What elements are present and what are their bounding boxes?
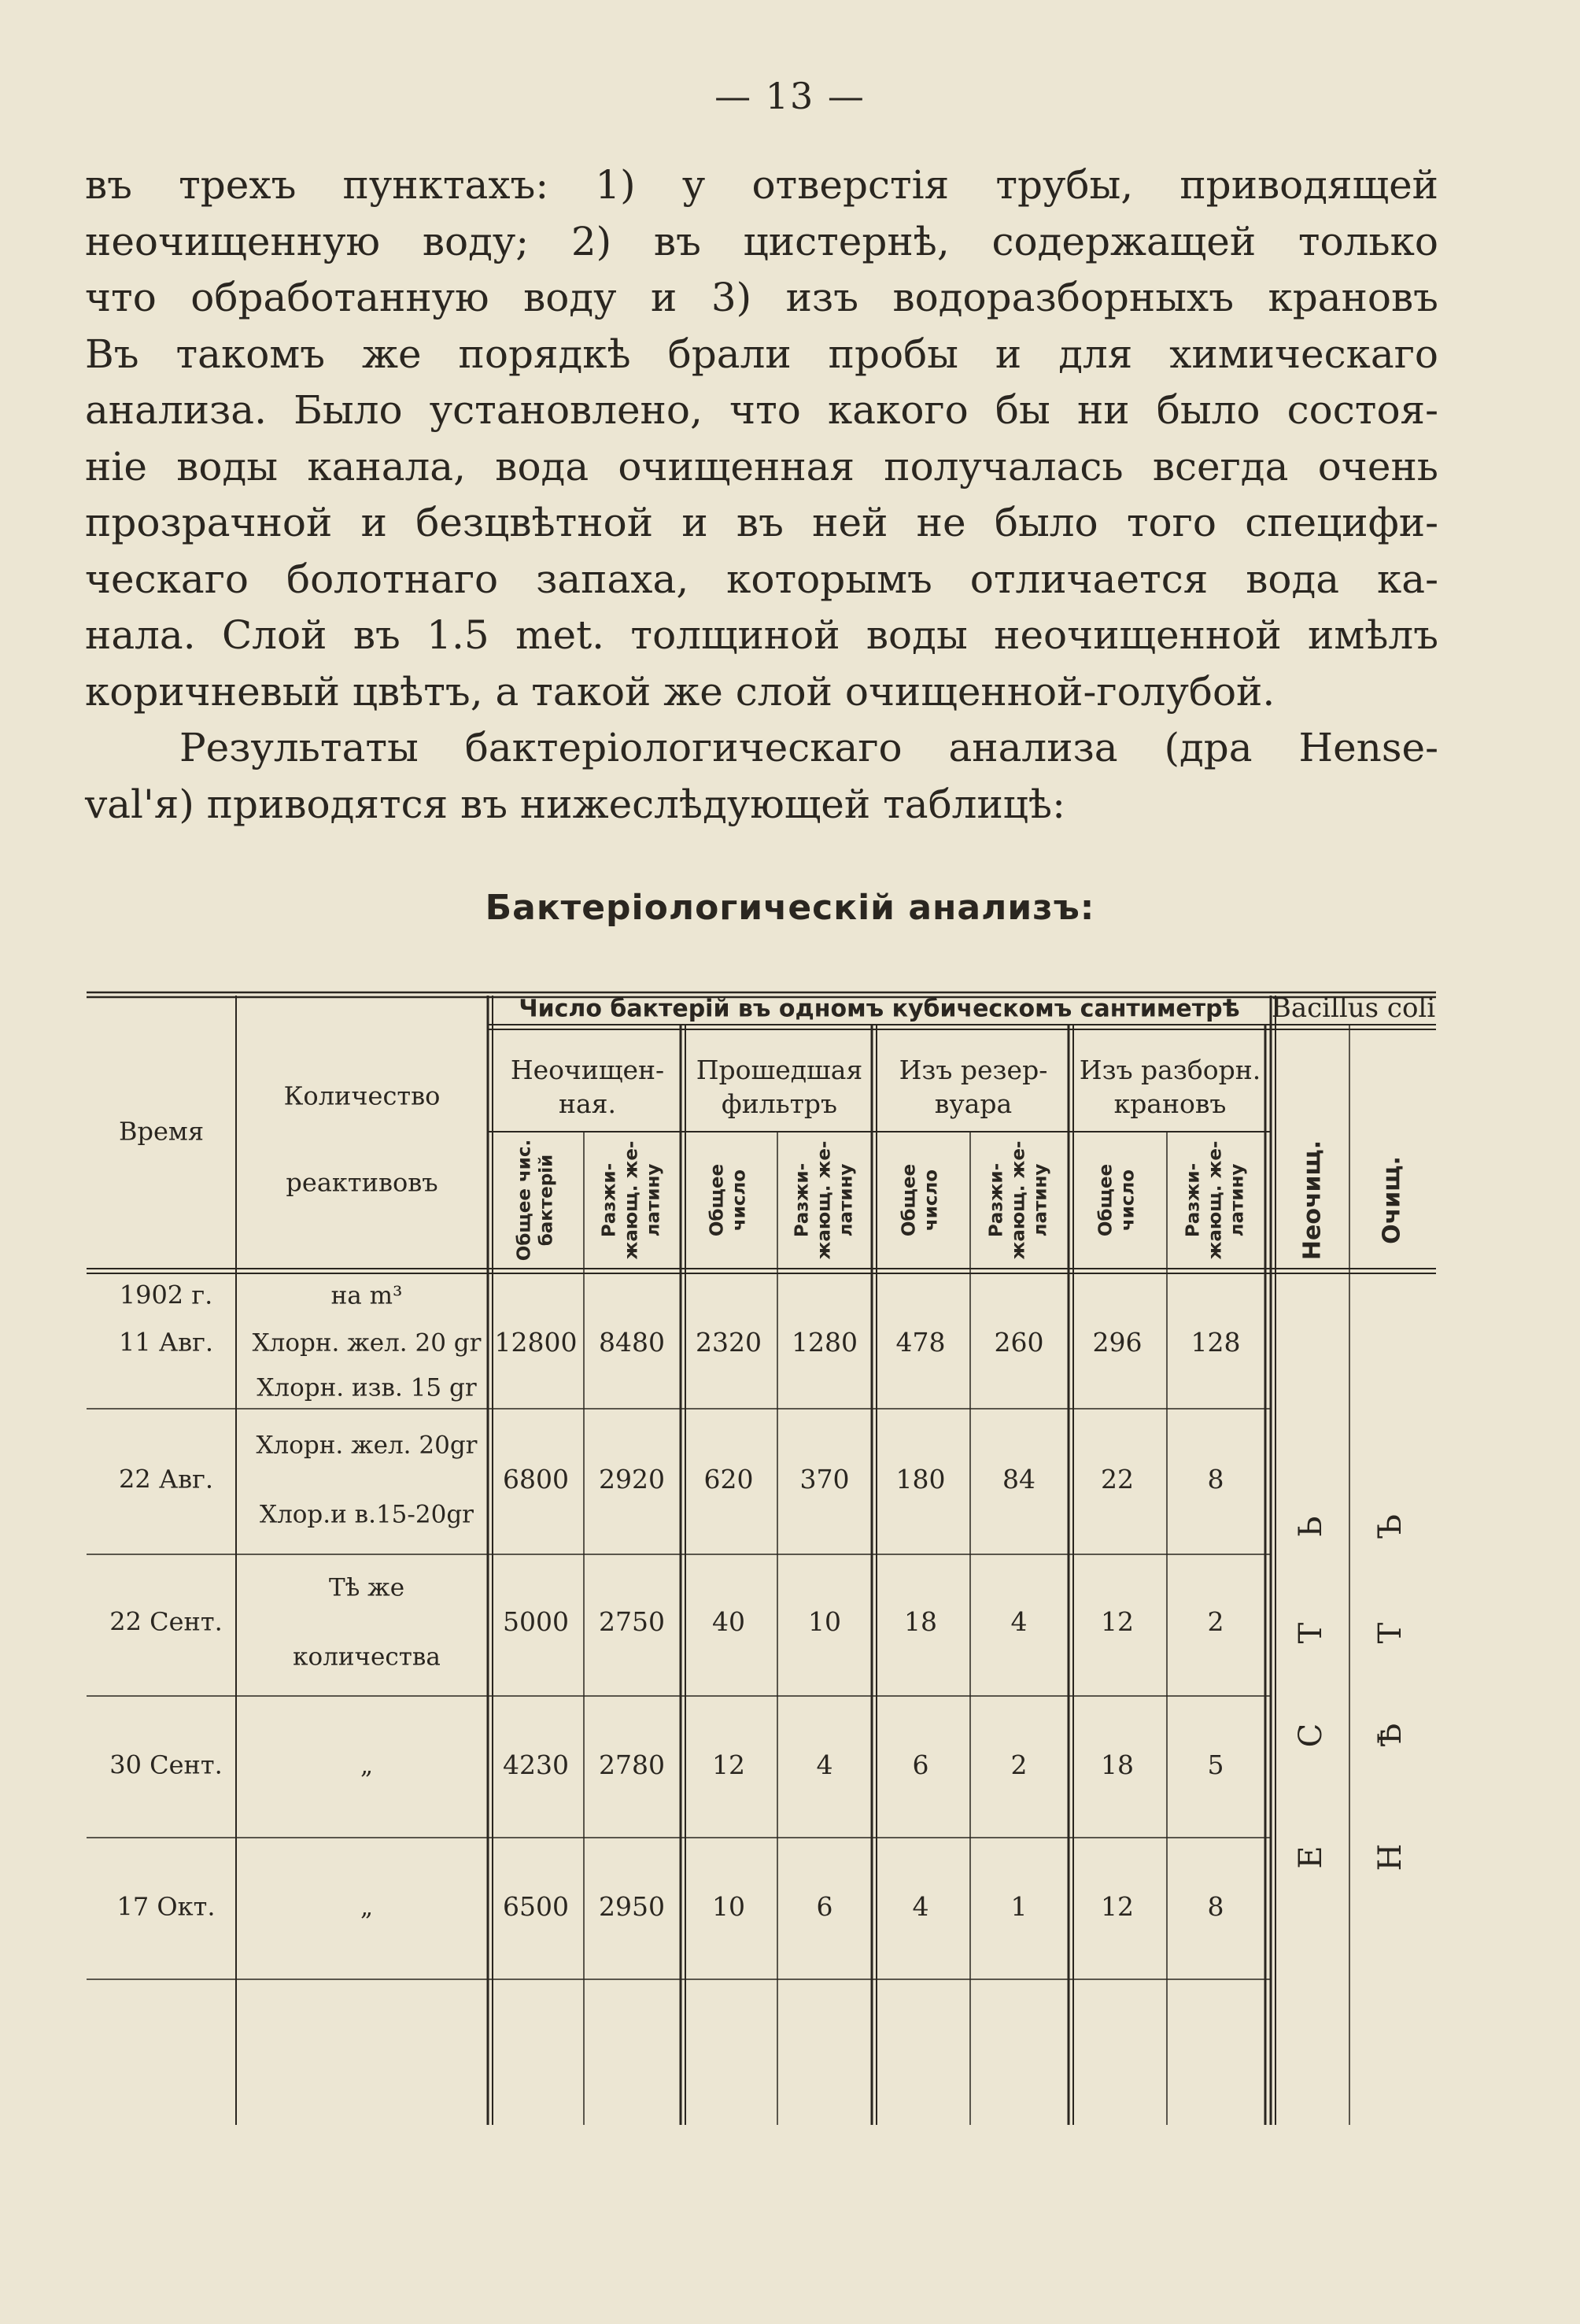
group-header: крановъ bbox=[1113, 1088, 1227, 1119]
value-cell: 1280 bbox=[792, 1327, 858, 1358]
row-reagent: „ bbox=[360, 1751, 374, 1780]
sub-column-header: жающ. же- bbox=[621, 1140, 642, 1260]
group-header: Прошедшая bbox=[696, 1055, 863, 1085]
bacillus-purified-letter: Т bbox=[1372, 1622, 1408, 1644]
value-cell: 2 bbox=[1010, 1749, 1028, 1780]
row-date: 22 Сент. bbox=[109, 1606, 223, 1637]
value-cell: 6800 bbox=[503, 1464, 569, 1495]
bacillus-unpurified-letter: Е bbox=[1293, 1846, 1329, 1869]
value-cell: 6 bbox=[912, 1749, 929, 1780]
value-cell: 180 bbox=[895, 1464, 946, 1495]
value-cell: 84 bbox=[1002, 1464, 1035, 1495]
text-line: коричневый цвѣтъ, а такой же слой очищенной-голубой. bbox=[85, 668, 1275, 715]
row-reagent: Тѣ же bbox=[328, 1573, 405, 1602]
row-reagent: Хлор.и в.15-20gr bbox=[260, 1500, 474, 1529]
bacillus-unpurified-header: Неочищ. bbox=[1298, 1140, 1327, 1261]
page-number: — 13 — bbox=[714, 75, 866, 117]
sub-column-header: жающ. же- bbox=[814, 1140, 835, 1260]
col-reagents-header: реактивовъ bbox=[286, 1167, 438, 1198]
value-cell: 8 bbox=[1207, 1891, 1224, 1922]
value-cell: 2750 bbox=[599, 1606, 665, 1637]
text-line: ческаго болотнаго запаха, которымъ отличается вода ка- bbox=[85, 556, 1438, 602]
value-cell: 12800 bbox=[494, 1327, 578, 1358]
sub-column-header: латину bbox=[1030, 1163, 1051, 1237]
text-line: val'я) приводятся въ нижеслѣдующей таблицѣ: bbox=[85, 781, 1065, 827]
value-cell: 8480 bbox=[599, 1327, 665, 1358]
sub-column-header: жающ. же- bbox=[1008, 1140, 1029, 1260]
value-cell: 5 bbox=[1207, 1749, 1224, 1780]
text-line: ніе воды канала, вода очищенная получалась всегда очень bbox=[85, 443, 1438, 490]
row-date: 11 Авг. bbox=[118, 1327, 214, 1358]
bacillus-unpurified-letter: Т bbox=[1293, 1622, 1329, 1644]
sub-column-header: Разжи- bbox=[986, 1162, 1007, 1238]
bacillus-purified-letter: Ъ bbox=[1372, 1514, 1408, 1539]
group-header: Изъ разборн. bbox=[1079, 1055, 1261, 1085]
value-cell: 2920 bbox=[599, 1464, 665, 1495]
text-line: въ трехъ пунктахъ: 1) у отверстія трубы, приводящей bbox=[85, 162, 1438, 208]
value-cell: 12 bbox=[1101, 1891, 1134, 1922]
value-cell: 6500 bbox=[503, 1891, 569, 1922]
row-date: 30 Сент. bbox=[109, 1749, 223, 1780]
sub-column-header: жающ. же- bbox=[1205, 1140, 1226, 1260]
value-cell: 10 bbox=[712, 1891, 745, 1922]
row-reagent: Хлорн. изв. 15 gr bbox=[257, 1373, 477, 1402]
value-cell: 12 bbox=[712, 1749, 745, 1780]
value-cell: 5000 bbox=[503, 1606, 569, 1637]
value-cell: 370 bbox=[799, 1464, 850, 1495]
value-cell: 128 bbox=[1191, 1327, 1241, 1358]
row-reagent: Хлорн. жел. 20gr bbox=[256, 1431, 478, 1460]
value-cell: 22 bbox=[1101, 1464, 1134, 1495]
value-cell: 18 bbox=[1101, 1749, 1134, 1780]
table-title: Бактеріологическій анализъ: bbox=[485, 888, 1095, 928]
value-cell: 296 bbox=[1092, 1327, 1143, 1358]
row-reagent: на m³ bbox=[330, 1281, 403, 1310]
value-cell: 12 bbox=[1101, 1606, 1134, 1637]
value-cell: 260 bbox=[994, 1327, 1044, 1358]
value-cell: 4 bbox=[912, 1891, 929, 1922]
row-date: 22 Авг. bbox=[118, 1464, 214, 1495]
value-cell: 4230 bbox=[503, 1749, 569, 1780]
sub-column-header: Общее bbox=[899, 1163, 920, 1237]
group-header: ная. bbox=[559, 1088, 616, 1119]
value-cell: 478 bbox=[895, 1327, 946, 1358]
header-main: Число бактерій въ одномъ кубическомъ сантиметрѣ bbox=[519, 995, 1240, 1023]
value-cell: 1 bbox=[1010, 1891, 1028, 1922]
text-line: прозрачной и безцвѣтной и въ ней не было того специфи- bbox=[85, 500, 1438, 545]
text-line: Результаты бактеріологическаго анализа (дра Hense- bbox=[179, 725, 1438, 770]
bacillus-purified-header: Очищ. bbox=[1378, 1156, 1406, 1244]
value-cell: 2 bbox=[1207, 1606, 1224, 1637]
bacillus-unpurified-letter: С bbox=[1293, 1723, 1329, 1748]
sub-column-header: латину bbox=[1227, 1163, 1248, 1237]
sub-column-header: латину bbox=[836, 1163, 857, 1237]
sub-column-header: Разжи- bbox=[792, 1162, 813, 1238]
header-bacillus: Bacillus coli bbox=[1271, 992, 1436, 1024]
sub-column-header: число bbox=[1117, 1169, 1139, 1232]
sub-column-header: латину bbox=[643, 1163, 664, 1237]
sub-column-header: Общее bbox=[707, 1163, 728, 1237]
group-header: вуара bbox=[934, 1088, 1013, 1119]
col-time-header: Время bbox=[118, 1116, 205, 1147]
col-reagents-header: Количество bbox=[283, 1081, 441, 1111]
value-cell: 8 bbox=[1207, 1464, 1224, 1495]
text-line: Въ такомъ же порядкѣ брали пробы и для химическаго bbox=[85, 331, 1438, 377]
bacillus-purified-letter: Ѣ bbox=[1372, 1723, 1408, 1748]
sub-column-header: Разжи- bbox=[1183, 1162, 1204, 1238]
sub-column-header: Разжи- bbox=[599, 1162, 620, 1238]
bacillus-unpurified-letter: Ь bbox=[1293, 1516, 1329, 1538]
text-line: нала. Слой въ 1.5 met. толщиной воды неочищенной имѣлъ bbox=[85, 612, 1438, 658]
row-date: 17 Окт. bbox=[116, 1891, 216, 1922]
row-reagent: „ bbox=[360, 1893, 374, 1922]
row-reagent: Хлорн. жел. 20 gr bbox=[252, 1328, 482, 1358]
value-cell: 2950 bbox=[599, 1891, 665, 1922]
group-header: фильтръ bbox=[721, 1088, 838, 1119]
value-cell: 2320 bbox=[696, 1327, 762, 1358]
value-cell: 6 bbox=[816, 1891, 833, 1922]
sub-column-header: Общее bbox=[1095, 1163, 1117, 1237]
value-cell: 4 bbox=[1010, 1606, 1028, 1637]
value-cell: 620 bbox=[703, 1464, 754, 1495]
value-cell: 10 bbox=[808, 1606, 841, 1637]
group-header: Неочищен- bbox=[510, 1055, 665, 1085]
sub-column-header: Общее чис. bbox=[514, 1139, 535, 1262]
value-cell: 2780 bbox=[599, 1749, 665, 1780]
bacillus-purified-letter: Н bbox=[1372, 1843, 1408, 1871]
group-header: Изъ резер- bbox=[899, 1055, 1048, 1085]
sub-column-header: бактерій bbox=[536, 1154, 557, 1247]
text-line: неочищенную воду; 2) въ цистернѣ, содержащей только bbox=[85, 218, 1438, 264]
text-line: что обработанную воду и 3) изъ водоразборныхъ крановъ bbox=[85, 275, 1438, 320]
row-date: 1902 г. bbox=[119, 1280, 213, 1310]
text-line: анализа. Было установлено, что какого бы ни было состоя- bbox=[85, 387, 1438, 433]
row-reagent: количества bbox=[293, 1642, 441, 1672]
value-cell: 4 bbox=[816, 1749, 833, 1780]
value-cell: 18 bbox=[904, 1606, 937, 1637]
sub-column-header: число bbox=[729, 1169, 750, 1232]
sub-column-header: число bbox=[921, 1169, 942, 1232]
value-cell: 40 bbox=[712, 1606, 745, 1637]
